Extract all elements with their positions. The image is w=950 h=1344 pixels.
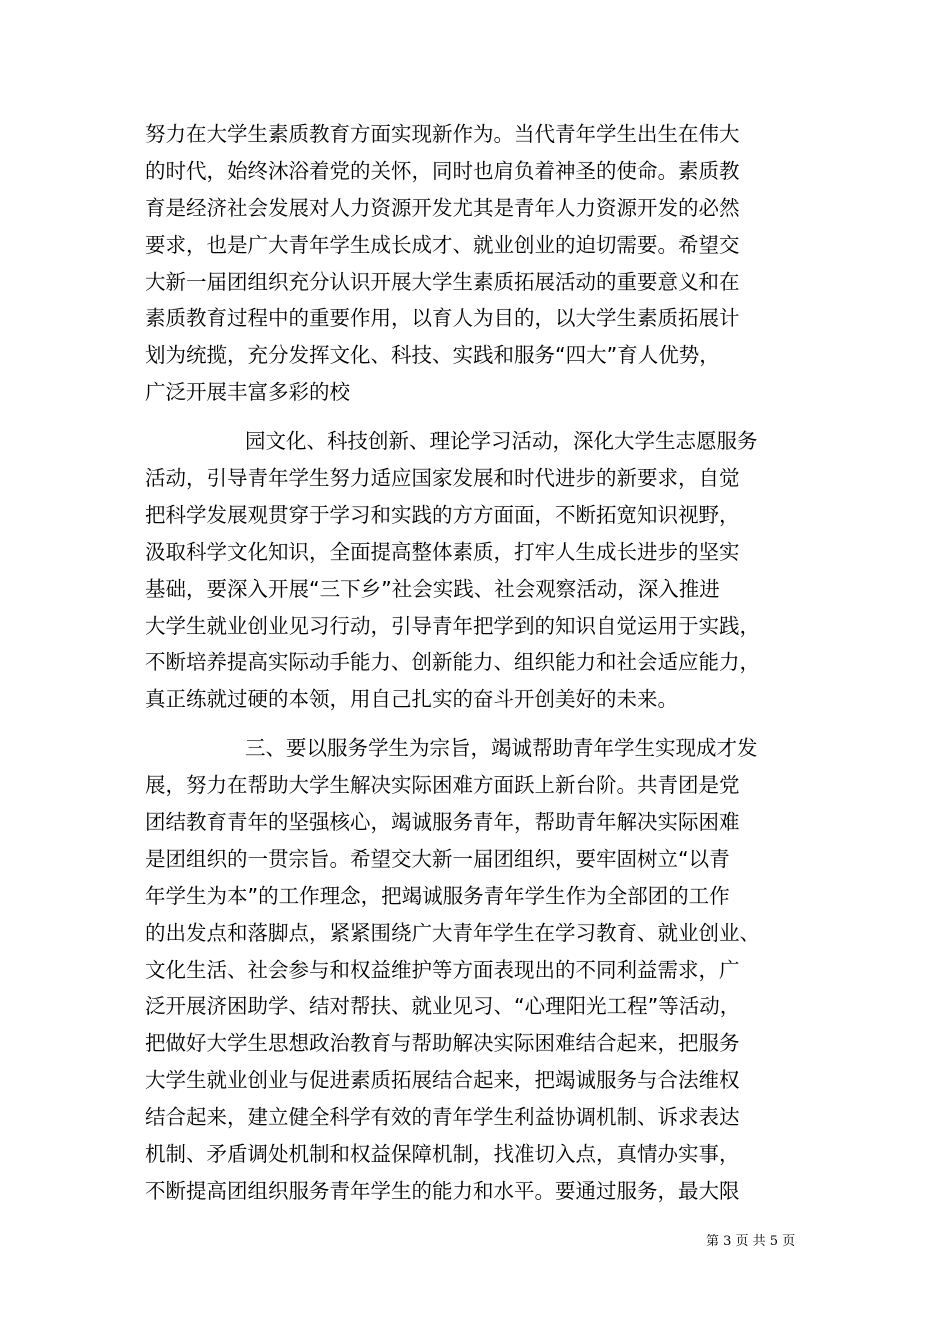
text-line-indented: 三、要以服务学生为宗旨，竭诚帮助青年学生实现成才发 [245, 736, 758, 761]
text-line: 团结教育青年的坚强核心，竭诚服务青年，帮助青年解决实际困难 [145, 810, 740, 835]
text-line: 把做好大学生思想政治教育与帮助解决实际困难结合起来，把服务 [145, 1031, 740, 1056]
text-line: 的出发点和落脚点，紧紧围绕广大青年学生在学习教育、就业创业、 [145, 920, 760, 945]
text-line: 不断提高团组织服务青年学生的能力和水平。要通过服务，最大限 [145, 1178, 740, 1203]
text-line: 结合起来，建立健全科学有效的青年学生利益协调机制、诉求表达 [145, 1105, 740, 1130]
text-line: 机制、矛盾调处机制和权益保障机制，找准切入点，真情办实事， [145, 1142, 740, 1167]
paragraph-1 [145, 116, 810, 411]
text-line: 大学生就业创业见习行动，引导青年把学到的知识自觉运用于实践， [145, 613, 760, 638]
text-line: 展，努力在帮助大学生解决实际困难方面跃上新台阶。共青团是党 [145, 773, 740, 798]
text-line: 基础，要深入开展“三下乡”社会实践、社会观察活动，深入推进 [145, 576, 720, 601]
text-line: 的时代，始终沐浴着党的关怀，同时也肩负着神圣的使命。素质教 [145, 158, 740, 183]
text-line: 真正练就过硬的本领，用自己扎实的奋斗开创美好的未来。 [145, 687, 678, 712]
document-body [145, 116, 810, 1210]
paragraph-3 [145, 730, 810, 1210]
text-line: 泛开展济困助学、结对帮扶、就业见习、“心理阳光工程”等活动， [145, 994, 741, 1019]
paragraph-gap [145, 411, 810, 423]
text-line: 把科学发展观贯穿于学习和实践的方方面面，不断拓宽知识视野， [145, 502, 740, 527]
text-line: 努力在大学生素质教育方面实现新作为。当代青年学生出生在伟大 [145, 122, 740, 146]
text-line: 汲取科学文化知识，全面提高整体素质，打牢人生成长进步的坚实 [145, 539, 740, 564]
text-line: 活动，引导青年学生努力适应国家发展和时代进步的新要求，自觉 [145, 466, 740, 491]
text-line: 广泛开展丰富多彩的校 [145, 380, 350, 405]
text-line: 素质教育过程中的重要作用，以育人为目的，以大学生素质拓展计 [145, 306, 740, 331]
paragraph-2 [145, 423, 810, 718]
text-line: 要求，也是广大青年学生成长成才、就业创业的迫切需要。希望交 [145, 232, 740, 257]
text-line: 不断培养提高实际动手能力、创新能力、组织能力和社会适应能力， [145, 650, 760, 675]
text-line: 文化生活、社会参与和权益维护等方面表现出的不同利益需求，广 [145, 957, 740, 982]
paragraph-gap [145, 718, 810, 730]
text-line: 育是经济社会发展对人力资源开发尤其是青年人力资源开发的必然 [145, 195, 740, 220]
text-line: 大学生就业创业与促进素质拓展结合起来，把竭诚服务与合法维权 [145, 1068, 740, 1093]
text-line-indented: 园文化、科技创新、理论学习活动，深化大学生志愿服务 [245, 429, 758, 454]
text-line: 大新一届团组织充分认识开展大学生素质拓展活动的重要意义和在 [145, 269, 740, 294]
page-number-footer: 第 3 页 共 5 页 [706, 1234, 796, 1249]
text-line: 划为统揽，充分发挥文化、科技、实践和服务“四大”育人优势， [145, 343, 720, 368]
text-line: 是团组织的一贯宗旨。希望交大新一届团组织，要牢固树立“以青 [145, 846, 730, 871]
text-line: 年学生为本”的工作理念，把竭诚服务青年学生作为全部团的工作 [145, 883, 730, 908]
